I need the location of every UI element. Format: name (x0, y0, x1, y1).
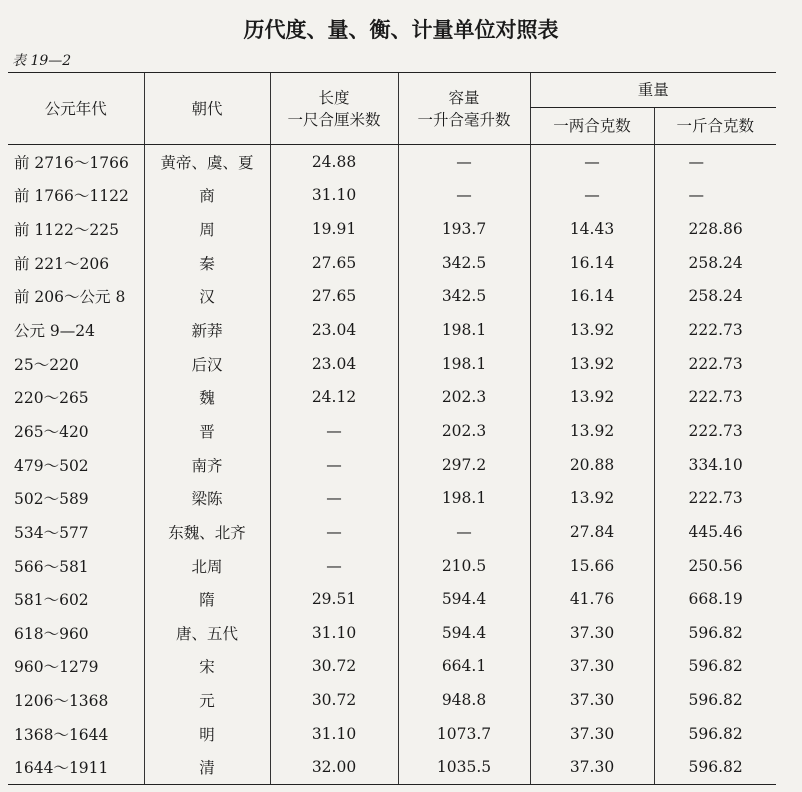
header-volume (398, 73, 530, 145)
table-title: 历代度、量、衡、计量单位对照表 (243, 18, 559, 42)
cell-period: 1644～1911 (8, 751, 144, 785)
cell-weight-liang: — (530, 179, 654, 213)
cell-length: 27.65 (270, 280, 398, 314)
cell-weight-jin: 596.82 (654, 683, 776, 717)
cell-weight-liang: 13.92 (530, 313, 654, 347)
table-header (8, 73, 776, 145)
cell-weight-liang: 15.66 (530, 549, 654, 583)
cell-volume: — (398, 145, 530, 179)
cell-dynasty: 东魏、北齐 (144, 515, 270, 549)
cell-period: 581～602 (14, 591, 89, 610)
cell-weight-jin: — (654, 145, 776, 179)
cell-volume: 342.5 (398, 280, 530, 314)
cell-length: 23.04 (270, 313, 398, 347)
cell-weight-jin: 258.24 (654, 246, 776, 280)
cell-length: 31.10 (270, 717, 398, 751)
cell-weight-liang: 16.14 (530, 246, 654, 280)
table-row (8, 179, 776, 213)
cell-length: 31.10 (270, 179, 398, 213)
cell-dynasty: 宋 (144, 650, 270, 684)
cell-length: 23.04 (270, 347, 398, 381)
table-row (8, 582, 776, 616)
cell-length: 30.72 (270, 683, 398, 717)
cell-period: 25～220 (14, 355, 79, 374)
cell-length: 24.12 (270, 380, 398, 414)
cell-dynasty: 汉 (144, 280, 270, 314)
cell-period: 前 206～公元 8 (14, 288, 126, 307)
cell-dynasty: 周 (144, 212, 270, 246)
table-row (8, 246, 776, 280)
table-row (8, 380, 776, 414)
cell-volume: 202.3 (398, 414, 530, 448)
table-row (8, 515, 776, 549)
cell-period: 前 1122～225 (14, 221, 119, 240)
cell-weight-liang: 16.14 (530, 280, 654, 314)
cell-length: 19.91 (270, 212, 398, 246)
cell-volume: — (398, 515, 530, 549)
cell-dynasty: 清 (144, 751, 270, 785)
table-row (8, 683, 776, 717)
cell-volume: 664.1 (398, 650, 530, 684)
cell-dynasty: 黄帝、虞、夏 (144, 145, 270, 179)
cell-weight-liang: — (530, 145, 654, 179)
cell-weight-jin: 258.24 (654, 280, 776, 314)
table-row (8, 549, 776, 583)
header-weight-liang: 一两合克数 (530, 108, 654, 145)
cell-length: 32.00 (270, 751, 398, 785)
header-period: 公元年代 (8, 73, 144, 145)
cell-weight-liang: 41.76 (530, 582, 654, 616)
cell-period: 566～581 (14, 557, 89, 576)
cell-period: 1368～1644 (14, 725, 109, 744)
cell-period: 265～420 (14, 422, 89, 441)
cell-weight-liang: 13.92 (530, 380, 654, 414)
cell-volume: 342.5 (398, 246, 530, 280)
cell-weight-liang: 37.30 (530, 717, 654, 751)
cell-dynasty: 南齐 (144, 448, 270, 482)
cell-dynasty: 元 (144, 683, 270, 717)
header-length-top: 长度 (318, 88, 350, 107)
cell-period: 960～1279 (14, 658, 99, 677)
cell-weight-liang: 14.43 (530, 212, 654, 246)
header-weight-jin: 一斤合克数 (654, 108, 776, 145)
cell-volume: 1035.5 (398, 751, 530, 785)
cell-length: — (270, 549, 398, 583)
cell-dynasty: 新莽 (144, 313, 270, 347)
cell-weight-jin: 250.56 (654, 549, 776, 583)
cell-weight-liang: 13.92 (530, 414, 654, 448)
cell-weight-jin: 668.19 (654, 582, 776, 616)
table-row (8, 481, 776, 515)
cell-volume: 1073.7 (398, 717, 530, 751)
cell-length: 30.72 (270, 650, 398, 684)
cell-weight-jin: 596.82 (654, 650, 776, 684)
cell-volume: 202.3 (398, 380, 530, 414)
header-dynasty: 朝代 (144, 73, 270, 145)
table-row (8, 650, 776, 684)
cell-weight-liang: 20.88 (530, 448, 654, 482)
cell-length: 24.88 (270, 145, 398, 179)
cell-period: 前 221～206 (14, 254, 110, 273)
header-length-bottom: 一尺合厘米数 (287, 110, 381, 129)
cell-weight-liang: 37.30 (530, 616, 654, 650)
cell-period: 前 2716～1766 (14, 153, 129, 172)
header-weight: 重量 (530, 73, 776, 108)
cell-weight-jin: 334.10 (654, 448, 776, 482)
cell-dynasty: 商 (144, 179, 270, 213)
cell-period: 618～960 (14, 624, 89, 643)
cell-weight-liang: 37.30 (530, 751, 654, 785)
cell-dynasty: 后汉 (144, 347, 270, 381)
table-row (8, 616, 776, 650)
cell-weight-liang: 13.92 (530, 481, 654, 515)
header-length (270, 73, 398, 145)
cell-dynasty: 明 (144, 717, 270, 751)
table-row (8, 212, 776, 246)
cell-dynasty: 秦 (144, 246, 270, 280)
cell-weight-jin: 222.73 (654, 313, 776, 347)
cell-period: 前 1766～1122 (14, 187, 129, 206)
cell-volume: 297.2 (398, 448, 530, 482)
measurement-table (8, 72, 776, 785)
cell-period: 公元 9—24 (14, 322, 96, 341)
table-row (8, 751, 776, 785)
cell-length: — (270, 448, 398, 482)
cell-weight-jin: — (654, 179, 776, 213)
cell-length: — (270, 515, 398, 549)
cell-dynasty: 唐、五代 (144, 616, 270, 650)
cell-weight-liang: 27.84 (530, 515, 654, 549)
cell-weight-jin: 445.46 (654, 515, 776, 549)
cell-weight-jin: 596.82 (654, 751, 776, 785)
cell-volume: 210.5 (398, 549, 530, 583)
cell-dynasty: 北周 (144, 549, 270, 583)
table-body (8, 145, 776, 785)
cell-period: 1206～1368 (14, 692, 109, 711)
table-row (8, 717, 776, 751)
cell-weight-liang: 37.30 (530, 650, 654, 684)
cell-weight-jin: 222.73 (654, 380, 776, 414)
cell-weight-liang: 37.30 (530, 683, 654, 717)
cell-volume: 948.8 (398, 683, 530, 717)
cell-length: 27.65 (270, 246, 398, 280)
cell-weight-jin: 228.86 (654, 212, 776, 246)
cell-dynasty: 晋 (144, 414, 270, 448)
cell-weight-liang: 13.92 (530, 347, 654, 381)
cell-volume: 198.1 (398, 481, 530, 515)
cell-dynasty: 梁陈 (144, 481, 270, 515)
table-row (8, 145, 776, 179)
table-row (8, 414, 776, 448)
table-row (8, 313, 776, 347)
cell-weight-jin: 222.73 (654, 481, 776, 515)
table-number-label: 表 19—2 (12, 53, 72, 69)
cell-weight-jin: 222.73 (654, 347, 776, 381)
cell-weight-jin: 222.73 (654, 414, 776, 448)
cell-length: — (270, 414, 398, 448)
cell-weight-jin: 596.82 (654, 616, 776, 650)
cell-dynasty: 隋 (144, 582, 270, 616)
cell-period: 220～265 (14, 389, 89, 408)
cell-length: 31.10 (270, 616, 398, 650)
header-volume-bottom: 一升合毫升数 (417, 110, 511, 129)
cell-period: 502～589 (14, 490, 89, 509)
cell-volume: 594.4 (398, 582, 530, 616)
cell-volume: — (398, 179, 530, 213)
cell-volume: 198.1 (398, 347, 530, 381)
cell-length: 29.51 (270, 582, 398, 616)
table-row (8, 448, 776, 482)
cell-period: 534～577 (14, 523, 89, 542)
table-row (8, 347, 776, 381)
table-row (8, 280, 776, 314)
cell-weight-jin: 596.82 (654, 717, 776, 751)
cell-volume: 193.7 (398, 212, 530, 246)
cell-period: 479～502 (14, 456, 89, 475)
cell-dynasty: 魏 (144, 380, 270, 414)
cell-volume: 594.4 (398, 616, 530, 650)
header-volume-top: 容量 (448, 88, 480, 107)
cell-volume: 198.1 (398, 313, 530, 347)
cell-length: — (270, 481, 398, 515)
